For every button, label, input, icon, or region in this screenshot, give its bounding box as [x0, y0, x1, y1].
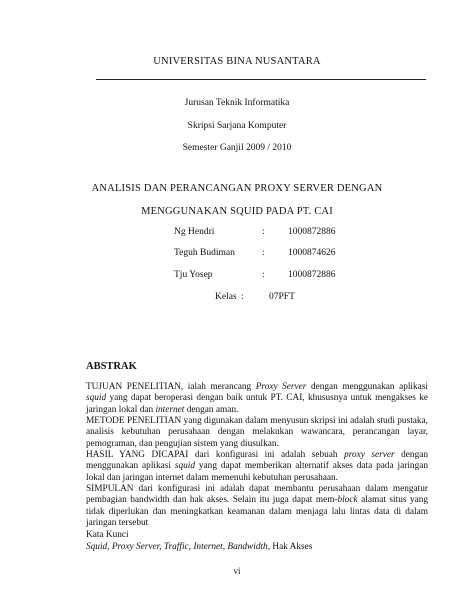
paragraph-text: yang digunakan dalam menyusun skripsi ini adalah studi pustaka, analisis kebutuhan perusahaan dengan melakukan wawancara, perancangan layar, pemograman, dan pengujian sistem yang diusulkan. — [86, 416, 429, 449]
italic-term: block — [337, 495, 358, 506]
paragraph-text: dari konfigurasi ini adalah sebuah — [188, 450, 345, 460]
section-label: SIMPULAN — [86, 484, 134, 494]
paragraph-text: yang dapat beroperasi dengan baik untuk PT. CAI, khususnya untuk mengakses ke jaringan lokal dan — [86, 393, 428, 415]
header-divider — [96, 79, 426, 80]
degree: Skripsi Sarjana Komputer — [187, 121, 287, 131]
author-separator: : — [262, 248, 265, 258]
paragraph-text: dengan aman. — [184, 404, 239, 415]
author-separator: : — [262, 227, 265, 237]
paragraph-text: ialah merancang — [183, 382, 256, 392]
author-name: Teguh Budiman — [174, 248, 235, 258]
italic-term: proxy server — [344, 450, 395, 460]
paragraph-text: dari konfigurasi ini adalah dapat membantu perusahaan dalam mengatur pembagian bandwidth dan hak akses. Selain itu juga dapat mem- — [86, 484, 428, 506]
italic-term: Proxy Server — [255, 382, 307, 392]
abstract-paragraph — [86, 484, 428, 530]
abstract-paragraph — [86, 416, 428, 450]
class-separator: : — [241, 292, 244, 302]
abstract-paragraph — [86, 382, 428, 416]
author-name: Ng Hendri — [174, 227, 215, 237]
author-separator: : — [262, 270, 265, 280]
italic-term: internet — [155, 404, 185, 415]
italic-term: squid — [86, 393, 107, 404]
keywords-tail: Hak Akses — [270, 542, 313, 552]
author-id: 1000872886 — [288, 227, 336, 237]
paragraph-text: dengan menggunakan aplikasi — [306, 382, 428, 392]
author-id: 1000872886 — [288, 270, 336, 280]
section-label: TUJUAN PENELITIAN, — [86, 382, 184, 392]
section-label: METODE PENELITIAN — [86, 416, 182, 426]
department: Jurusan Teknik Informatika — [184, 98, 290, 108]
page-number: vi — [233, 566, 241, 576]
author-name: Tju Yosep — [174, 270, 213, 280]
abstract-heading: ABSTRAK — [86, 361, 137, 372]
class-label: Kelas — [215, 292, 237, 302]
paragraph-text: alamat situs yang tidak diperlukan dan meningkatkan keamanan dalam menjaga lalu lintas data di dalam jaringan tersebut — [86, 495, 429, 529]
class-value: 07PFT — [269, 292, 295, 302]
thesis-title-line-2: MENGGUNAKAN SQUID PADA PT. CAI — [141, 206, 333, 217]
thesis-title-line-1: ANALISIS DAN PERANCANGAN PROXY SERVER DENGAN — [91, 183, 383, 194]
author-id: 1000874626 — [288, 248, 336, 258]
keywords-italic: Squid, Proxy Server, Traffic, Internet, Bandwidth, — [86, 542, 271, 552]
section-label: HASIL YANG DICAPAI — [86, 450, 189, 460]
italic-term: squid — [174, 461, 196, 472]
university-name: UNIVERSITAS BINA NUSANTARA — [153, 56, 321, 67]
semester: Semester Ganjil 2009 / 2010 — [182, 143, 292, 153]
keywords-label: Kata Kunci — [86, 530, 129, 540]
keywords-line — [86, 542, 312, 552]
abstract-paragraph — [86, 450, 428, 484]
paragraph-text: yang dapat memberikan alternatif akses data pada jaringan lokal dan jaringan internet dalam memenuhi kebutuhan perusahaan. — [86, 461, 429, 483]
paragraph-text: dengan menggunakan aplikasi — [86, 450, 428, 472]
